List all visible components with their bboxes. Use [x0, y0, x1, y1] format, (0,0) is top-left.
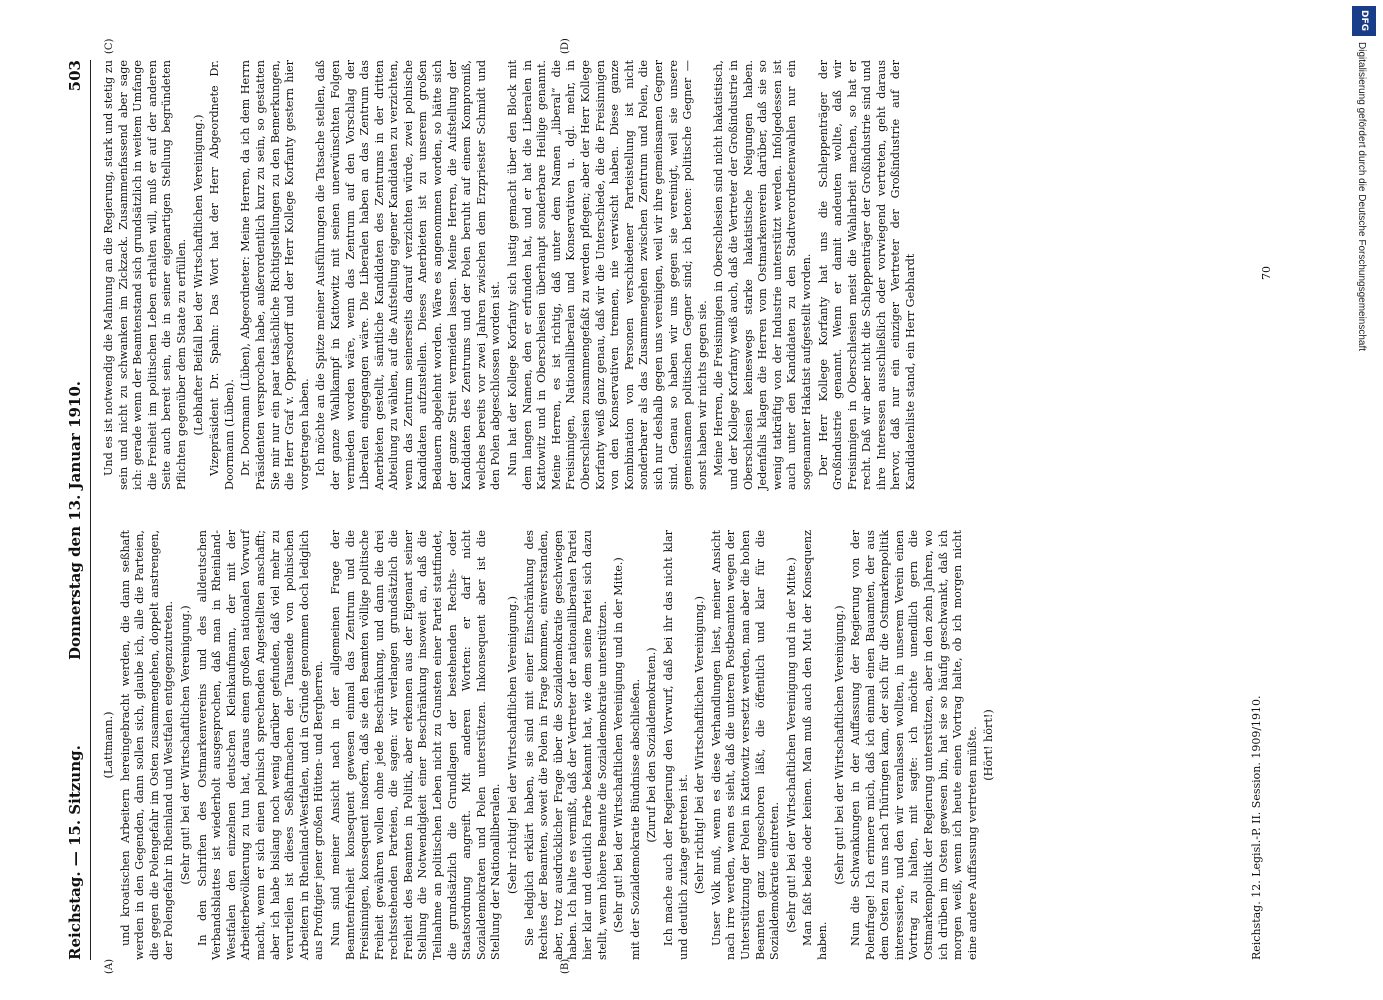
header-session: Reichstag. — 15. Sitzung.	[66, 745, 84, 960]
paragraph: Nun die Schwankungen in der Auffassung der Regierung von der Polenfrage! Ich erinnere mich, daß ich einmal einen Bauamten, der aus dem Osten zu uns nach Thüringen kam, der sich für die Ostmarkenpolitik interessierte, und den wir veranlassen wollten, in unserem Verein einen Vortrag zu halten, mit sagte: ich möchte unendlich gern die Ostmarkenpolitik der Regierung unterstützen, aber in den zehn Jahren, wo ich drüben im Osten gewesen bin, hat sie so häufig geschwankt, daß ich morgen weiß, wenn ich heute einen Vortrag halte, ob ich morgen nicht eine andere Auffassung vertreten müßte.	[849, 530, 979, 960]
right-column	[102, 60, 921, 490]
paragraph: Nun sind meiner Ansicht nach in der allgemeinen Frage der Beamtenfreiheit konsequent gewesen einmal das Zentrum und die Freisinnigen, konsequent insofern, daß sie den Beamten völlige politische Freiheit gewähren wollen ohne jede Beschränkung, und dann die drei rechtsstehenden Parteien, die sagen: wir verlangen grundsätzlich die Freiheit des Beamten in Politik, aber erkennen aus der Eigenart seiner Stellung die Notwendigkeit einer Beschränkung insoweit an, daß die Teilnahme an politischen Leben nicht zu Gunsten einer Partei stattfindet, die grundsätzlich die Grundlagen der bestehenden Rechts- oder Staatsordnung angreift. Mit anderen Worten: er darf nicht Sozialdemokraten und Polen unterstützen. Inkonsequent aber ist die Stellung der Nationalliberalen.	[328, 530, 503, 960]
interjection: (Sehr richtig! bei der Wirtschaftlichen Vereinigung.)	[506, 596, 520, 894]
dfg-logo: DFG	[1352, 6, 1376, 36]
paragraph: Ich mache auch der Regierung den Vorwurf, daß bei ihr das nicht klar und deutlich zutage getreten ist.	[661, 530, 690, 960]
paragraph: Sie lediglich erklärt haben, sie sind mit einer Einschränkung des Rechtes der Beamten, soweit die Polen in Frage kommen, einverstanden, aber, trotz ausdrücklicher Frage über die Sozialdemokratie geschwiegen haben. Ich halte es vermißt, daß der Vertreter der nationalliberalen Partei hier klar und deutlich Farbe bekannt hat, wie dem seine Partei sich dazu stellt, wenn höhere Beamte die Sozialdemokratie unterstützen.	[522, 530, 609, 960]
interjection: (Zuruf bei den Sozialdemokraten.)	[645, 647, 659, 843]
paragraph: und kroatischen Arbeitern hereingebracht werden, die dann seßhaft werden in den Gegenden, dann sollen sich, glaube ich, alle die Parteien, die gegen die Polengefahr im Osten zusammengehen, doppelt anstrengen, der Polengefahr in Rheinland und Westfalen entgegenzutreten.	[118, 530, 176, 960]
header-date: Donnerstag den 13. Januar 1910.	[66, 381, 84, 660]
margin-marker-a: (A)	[104, 958, 115, 974]
page-header	[60, 60, 91, 960]
digitization-credit: Digitalisierung gefördert durch die Deutsche Forschungsgemeinschaft	[1356, 42, 1367, 352]
margin-marker-b: (B)	[560, 958, 571, 974]
interjection: (Hört! hört!)	[982, 709, 996, 781]
interjection: (Sehr gut! bei der Wirtschaftlichen Vereinigung und in der Mitte.)	[784, 557, 798, 933]
interjection: (Sehr gut! bei der Wirtschaftlichen Vereinigung.)	[832, 605, 846, 885]
paragraph: Und es ist notwendig die Mahnung an die Regierung, stark und stetig zu sein und nicht zu schwanken im Zickzack. Zusammenfassend aber sage ich: gerade wenn der Beamtenstand sich grundsätzlich in weitem Umfange die Freiheit im politischen Leben erhalten will, muß er auf der anderen Seite auch bereit sein, die in seiner eigenartigen Stellung begründeten Pflichten gegenüber dem Staate zu erfüllen.	[102, 60, 188, 490]
interjection: (Sehr gut! bei der Wirtschaftlichen Vereinigung.)	[178, 605, 192, 885]
paragraph: Vizepräsident Dr. Spahn: Das Wort hat der Herr Abgeordnete Dr. Doormann (Lüben).	[208, 60, 236, 490]
interjection: (Lebhafter Beifall bei der Wirtschaftlichen Vereinigung.)	[191, 114, 205, 436]
paragraph: Ich möchte an die Spitze meiner Ausführungen die Tatsache stellen, daß der ganze Wahlkampf in Kattowitz mit seinen unerwünschten Folgen vermieden worden wäre, wenn das Zentrum auf den Vorschlag der Liberalen eingegangen wäre. Die Liberalen haben an das Zentrum das Anerbieten gestellt, sämtliche Kandidaten des Zentrums in der dritten Abteilung zu wählen, auf die Aufstellung eigener Kandidaten zu verzichten, wenn das Zentrum seinerseits darauf verzichten würde, zwei polnische Kandidaten aufzustellen. Dieses Anerbieten ist zu unserem großen Bedauern abgelehnt worden. Wäre es angenommen worden, so hätte sich der ganze Streit vermeiden lassen. Meine Herren, die Aufstellung der Kandidaten des Zentrums und der Polen beruht auf einem Kompromiß, welches bereits vor zwei Jahren zwischen dem Erzpriester Schmidt und den Polen abgeschlossen worden ist.	[314, 60, 503, 490]
margin-marker-c: (C)	[104, 38, 115, 54]
paragraph: Dr. Doormann (Lüben), Abgeordneter: Meine Herren, da ich dem Herrn Präsidenten versprochen habe, außerordentlich kurz zu sein, so gestatten Sie mir nur ein paar tatsächliche Richtigstellungen zu den Bemerkungen, die Herr Graf v. Oppersdorff und der Herr Kollege Korfanty gestern hier vorgetragen haben.	[239, 60, 311, 490]
left-column	[102, 530, 999, 960]
paragraph: In den Schriften des Ostmarkenvereins und des alldeutschen Verbandsblattes ist wiederholt ausgesprochen, daß man in Rheinland-Westfalen den einzelnen deutschen Kleinkaufmann, der mit der Arbeiterbevölkerung zu tun hat, daraus einen großen nationalen Vorwurf macht, wenn er sich einen polnisch sprechenden Angestellten anschafft; aber ich habe bislang noch wenig darüber gefunden, daß viel mehr zu verurteilen ist dieses Seßhaftmachen der Tausende von polnischen Arbeitern in Rheinland-Westfalen, und in Gründe genommen doch lediglich aus Profitgier jener großen Hütten- und Bergherren.	[195, 530, 326, 960]
page-number: 503	[66, 60, 84, 92]
sheet-number: 70	[1260, 266, 1273, 280]
speaker-name: (Lattmann.)	[102, 711, 115, 779]
paragraph: Der Herr Kollege Korfanty hat uns die Schleppenträger der Großindustrie genannt. Wenn er damit andeuten wollte, daß wir Freisinnigen in Oberschlesien meist die Wahlarbeit machen, so hat er recht. Daß wir aber nicht die Schleppenträger der Großindustrie sind und ihre Interessen ausschließlich oder vorwiegend vertreten, geht daraus hervor, daß nur ein einziger Vertreter der Großindustrie auf der Kandidatenliste stand, ein Herr Gebhardt	[816, 60, 918, 490]
paragraph: Nun hat der Kollege Korfanty sich lustig gemacht über den Block mit dem langen Namen, den er erfunden hat, und er hat die Liberalen in Kattowitz und in Oberschlesien überhaupt sonderbare Heilige genannt. Meine Herren, es ist richtig, daß unter dem Namen „liberal“ die Freisinnigen, Nationalliberalen und Konservativen u. dgl. mehr, in Oberschlesien zusammengefaßt zu werden pflegen; aber der Herr Kollege Korfanty weiß ganz genau, daß wir die Unterschiede, die die Freisinnigen von den Konservativen trennen, nie verwischt haben. Diese ganze Kombination von Personen verschiedener Parteistellung ist nicht sonderbarer als das Zusammengehen zwischen Zentrum und Polen, die sich nur deshalb gegen uns vereinigen, weil wir ihre gemeinsamen Gegner sind. Genau so haben wir uns gegen sie vereinigt, weil sie unsere gemeinsamen politischen Gegner sind; ich betone: politische Gegner — sonst haben wir nichts gegen sie.	[506, 60, 709, 490]
paragraph: Man faßt beide oder keinen. Man muß auch den Mut der Konsequenz haben.	[801, 530, 829, 960]
paragraph: mit der Sozialdemokratie Bündnisse abschließen.	[628, 678, 642, 960]
paragraph: Meine Herren, die Freisinnigen in Oberschlesien sind nicht hakatistisch, und der Kollege Korfanty weiß auch, daß die Vertreter der Großindustrie in Oberschlesien keineswegs starke hakatistische Neigungen haben. Jedenfalls klagen die Herren vom Ostmarkenverein darüber, daß sie so wenig tatkräftig von der Industrie unterstützt werden. Infolgedessen ist auch unter den Kandidaten zu den Stadtverordnetenwahlen nur ein sogenannter Hakatist aufgestellt worden.	[712, 60, 813, 490]
paragraph: Unser Volk muß, wenn es diese Verhandlungen liest, meiner Ansicht nach irre werden, wenn es sieht, daß die unteren Postbeamten wegen der Unterstützung der Polen in Kattowitz versetzt werden, man aber die hohen Beamten ganz ungeschoren läßt, die öffentlich und klar für die Sozialdemokratie eintreten.	[709, 530, 782, 960]
interjection: (Sehr gut! bei der Wirtschaftlichen Vereinigung und in der Mitte.)	[612, 557, 626, 933]
interjection: (Sehr richtig! bei der Wirtschaftlichen Vereinigung.)	[693, 596, 707, 894]
rotated-page	[60, 38, 1330, 974]
page-footer: Reichstag. 12. Legisl.-P. II. Session. 1909/1910.	[1250, 695, 1263, 960]
margin-marker-d: (D)	[560, 38, 571, 54]
